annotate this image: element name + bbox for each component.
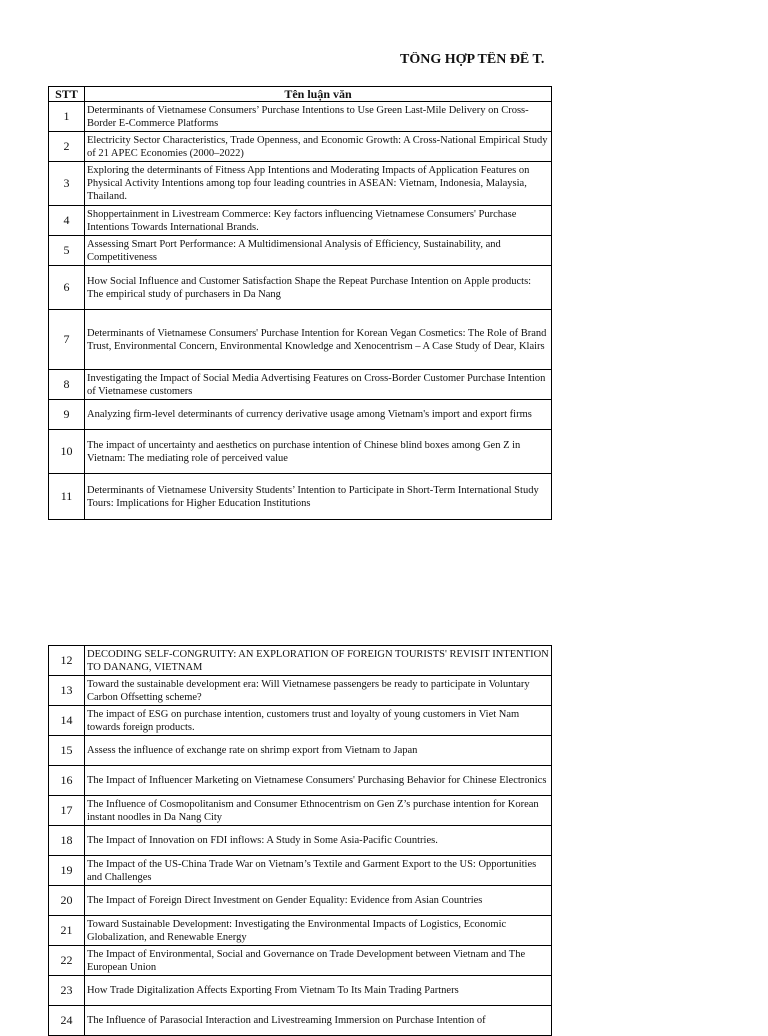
- table-row: [49, 102, 552, 132]
- thesis-title-cell: The Impact of Foreign Direct Investment on Gender Equality: Evidence from Asian Countries: [85, 886, 552, 916]
- row-number: 21: [49, 916, 85, 946]
- thesis-title-cell: Toward Sustainable Development: Investigating the Environmental Impacts of Logistics, Economic Globalization, and Renewable Energy: [85, 916, 552, 946]
- row-number: 11: [49, 474, 85, 520]
- row-number: 16: [49, 766, 85, 796]
- header-stt: STT: [49, 87, 85, 102]
- thesis-title-cell: The Influence of Cosmopolitanism and Consumer Ethnocentrism on Gen Z’s purchase intention for Korean instant noodles in Da Nang City: [85, 796, 552, 826]
- table-row: [49, 206, 552, 236]
- table-row: [49, 266, 552, 310]
- thesis-table-part-2: [48, 645, 552, 1036]
- thesis-title-cell: The Impact of Influencer Marketing on Vietnamese Consumers' Purchasing Behavior for Chinese Electronics: [85, 766, 552, 796]
- row-number: 12: [49, 646, 85, 676]
- table-row: [49, 370, 552, 400]
- thesis-title-cell: How Social Influence and Customer Satisfaction Shape the Repeat Purchase Intention on Apple products: The empirical study of purchasers in Da Nang: [85, 266, 552, 310]
- thesis-title-cell: Analyzing firm-level determinants of currency derivative usage among Vietnam's import and export firms: [85, 400, 552, 430]
- row-number: 15: [49, 736, 85, 766]
- thesis-title-cell: The Impact of Innovation on FDI inflows: A Study in Some Asia-Pacific Countries.: [85, 826, 552, 856]
- table-row: [49, 736, 552, 766]
- row-number: 9: [49, 400, 85, 430]
- page-title: TỔNG HỢP TÊN ĐỀ T.: [400, 52, 545, 67]
- thesis-title-cell: Assessing Smart Port Performance: A Multidimensional Analysis of Efficiency, Sustainability, and Competitiveness: [85, 236, 552, 266]
- row-number: 3: [49, 162, 85, 206]
- row-number: 14: [49, 706, 85, 736]
- table-row: [49, 236, 552, 266]
- thesis-title-cell: Investigating the Impact of Social Media Advertising Features on Cross-Border Customer Purchase Intention of Vietnamese customers: [85, 370, 552, 400]
- table-row: [49, 676, 552, 706]
- thesis-title-cell: Exploring the determinants of Fitness App Intentions and Moderating Impacts of Application Features on Physical Activity Intentions among top four leading countries in ASEAN: Vietnam, Indonesia, Malaysia, Thailand.: [85, 162, 552, 206]
- row-number: 10: [49, 430, 85, 474]
- table-row: [49, 916, 552, 946]
- table-row: [49, 400, 552, 430]
- row-number: 19: [49, 856, 85, 886]
- row-number: 5: [49, 236, 85, 266]
- table-row: [49, 706, 552, 736]
- table-row: [49, 162, 552, 206]
- row-number: 6: [49, 266, 85, 310]
- table-row: [49, 946, 552, 976]
- row-number: 20: [49, 886, 85, 916]
- row-number: 18: [49, 826, 85, 856]
- row-number: 2: [49, 132, 85, 162]
- table-row: [49, 1006, 552, 1036]
- row-number: 17: [49, 796, 85, 826]
- thesis-title-cell: Electricity Sector Characteristics, Trade Openness, and Economic Growth: A Cross-National Empirical Study of 21 APEC Economies (2000–2022): [85, 132, 552, 162]
- thesis-table-part-1: [48, 86, 552, 520]
- row-number: 13: [49, 676, 85, 706]
- table-row: [49, 976, 552, 1006]
- table-row: [49, 856, 552, 886]
- thesis-title-cell: The Impact of Environmental, Social and Governance on Trade Development between Vietnam and The European Union: [85, 946, 552, 976]
- table-row: [49, 766, 552, 796]
- row-number: 24: [49, 1006, 85, 1036]
- table-row: [49, 796, 552, 826]
- thesis-title-cell: The impact of uncertainty and aesthetics on purchase intention of Chinese blind boxes among Gen Z in Vietnam: The mediating role of perceived value: [85, 430, 552, 474]
- table-row: [49, 826, 552, 856]
- table-header-row: [49, 87, 552, 102]
- thesis-title-cell: The impact of ESG on purchase intention, customers trust and loyalty of young customers in Viet Nam towards foreign products.: [85, 706, 552, 736]
- thesis-title-cell: DECODING SELF-CONGRUITY: AN EXPLORATION OF FOREIGN TOURISTS' REVISIT INTENTION TO DANANG, VIETNAM: [85, 646, 552, 676]
- thesis-title-cell: The Influence of Parasocial Interaction and Livestreaming Immersion on Purchase Intention of: [85, 1006, 552, 1036]
- thesis-title-cell: Assess the influence of exchange rate on shrimp export from Vietnam to Japan: [85, 736, 552, 766]
- thesis-title-cell: Determinants of Vietnamese Consumers' Purchase Intention for Korean Vegan Cosmetics: The Role of Brand Trust, Environmental Concern, Environmental Knowledge and Xenocentrism – A Case Study of Dear, Klairs: [85, 310, 552, 370]
- thesis-title-cell: Toward the sustainable development era: Will Vietnamese passengers be ready to participate in Voluntary Carbon Offsetting scheme?: [85, 676, 552, 706]
- thesis-title-cell: The Impact of the US-China Trade War on Vietnam’s Textile and Garment Export to the US: Opportunities and Challenges: [85, 856, 552, 886]
- table-row: [49, 474, 552, 520]
- thesis-title-cell: Determinants of Vietnamese University Students’ Intention to Participate in Short-Term International Study Tours: Implications for Higher Education Institutions: [85, 474, 552, 520]
- row-number: 23: [49, 976, 85, 1006]
- row-number: 8: [49, 370, 85, 400]
- row-number: 7: [49, 310, 85, 370]
- thesis-title-cell: Shoppertainment in Livestream Commerce: Key factors influencing Vietnamese Consumers' Purchase Intentions Towards International Brands.: [85, 206, 552, 236]
- row-number: 4: [49, 206, 85, 236]
- thesis-title-cell: How Trade Digitalization Affects Exporting From Vietnam To Its Main Trading Partners: [85, 976, 552, 1006]
- table-row: [49, 646, 552, 676]
- header-thesis-title: Tên luận văn: [85, 87, 552, 102]
- thesis-title-cell: Determinants of Vietnamese Consumers’ Purchase Intentions to Use Green Last-Mile Delivery on Cross-Border E-Commerce Platforms: [85, 102, 552, 132]
- table-row: [49, 886, 552, 916]
- table-row: [49, 430, 552, 474]
- row-number: 22: [49, 946, 85, 976]
- table-row: [49, 310, 552, 370]
- table-row: [49, 132, 552, 162]
- row-number: 1: [49, 102, 85, 132]
